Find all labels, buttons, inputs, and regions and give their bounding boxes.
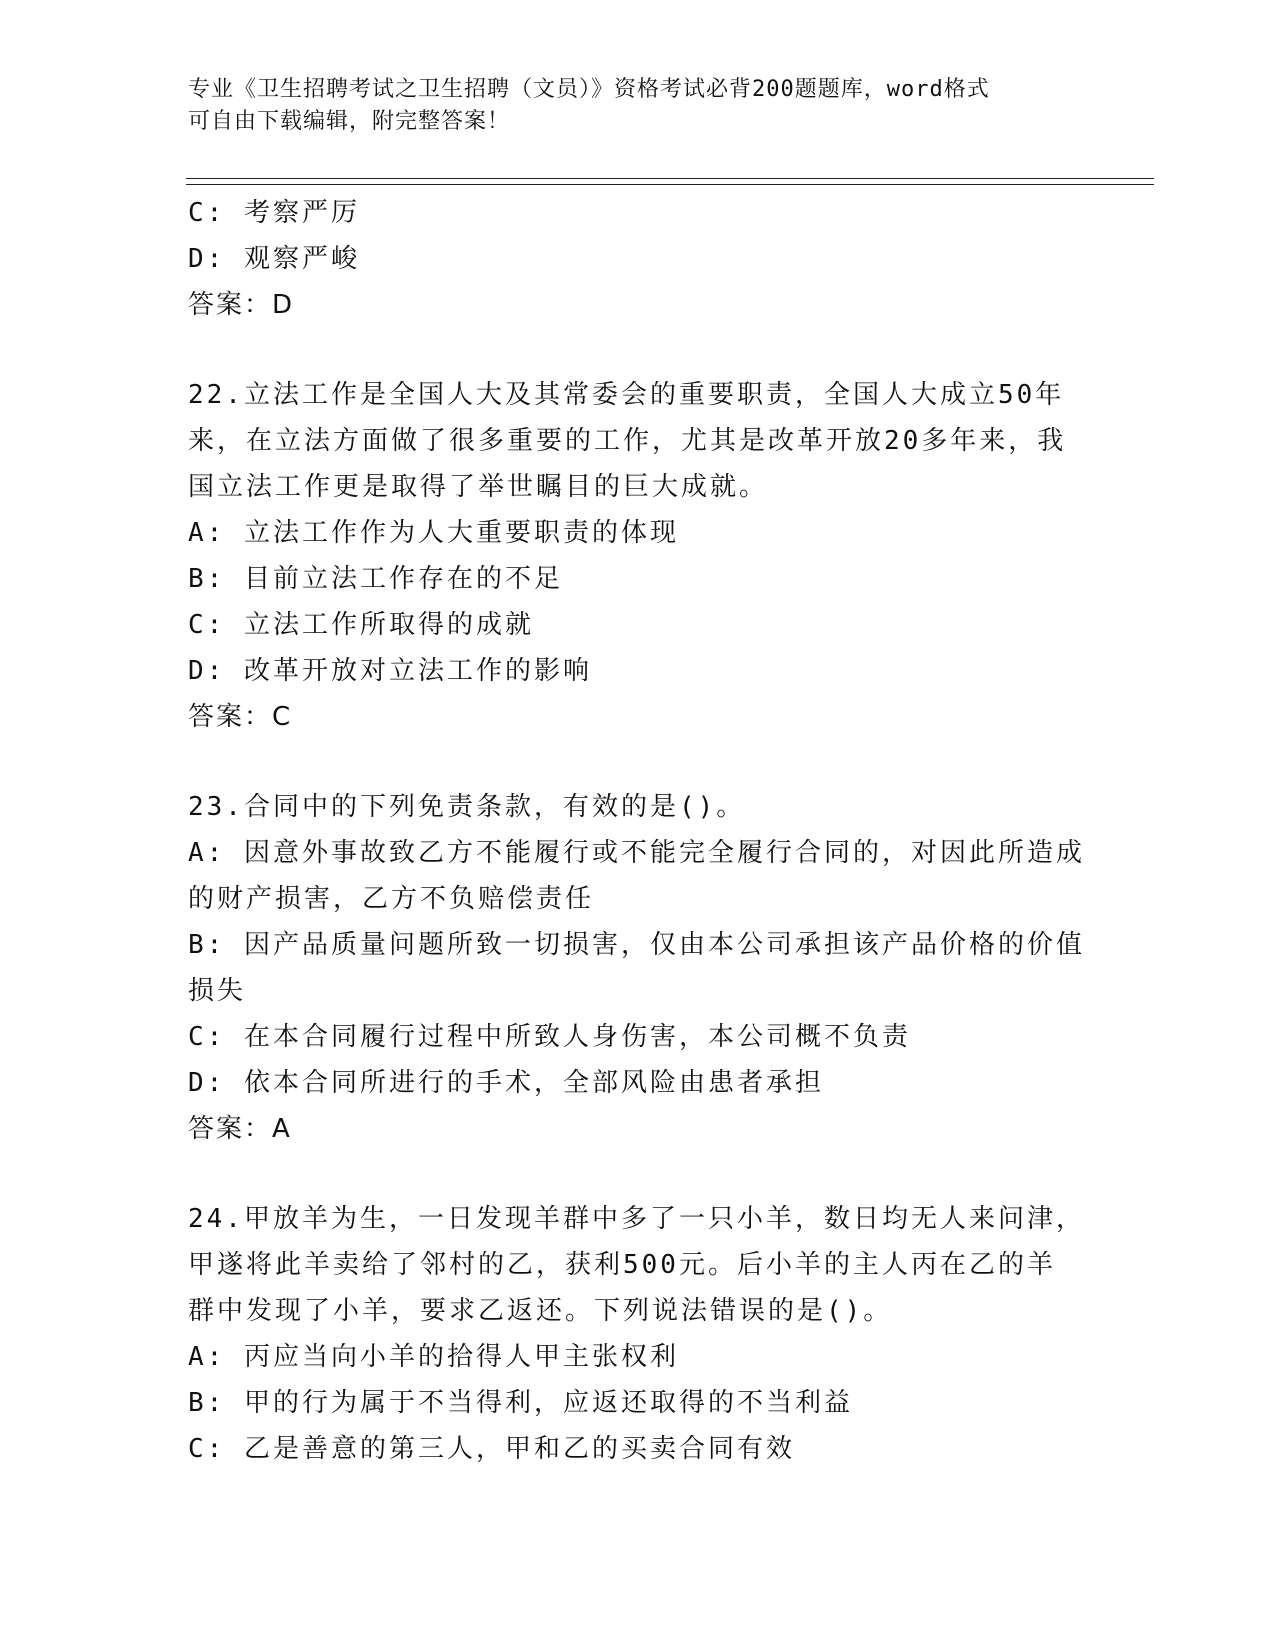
- q23-answer: 答案：A: [188, 1114, 292, 1144]
- q21-option-d: D: 观察严峻: [188, 244, 360, 274]
- q23-stem: 23.合同中的下列免责条款，有效的是()。: [188, 792, 746, 822]
- q23-option-a-line-2: 的财产损害，乙方不负赔偿责任: [188, 884, 595, 914]
- header-line-1: 专业《卫生招聘考试之卫生招聘（文员）》资格考试必背200题题库，word格式: [188, 77, 990, 102]
- q23-option-d: D: 依本合同所进行的手术，全部风险由患者承担: [188, 1068, 824, 1098]
- q24-option-a: A: 丙应当向小羊的拾得人甲主张权利: [188, 1342, 679, 1372]
- q23-option-c: C: 在本合同履行过程中所致人身伤害，本公司概不负责: [188, 1022, 911, 1052]
- q21-option-c: C: 考察严厉: [188, 198, 360, 228]
- q22-option-c: C: 立法工作所取得的成就: [188, 610, 534, 640]
- q21-answer: 答案：D: [188, 290, 295, 320]
- q23-option-b-line-1: B: 因产品质量问题所致一切损害，仅由本公司承担该产品价格的价值: [188, 930, 1085, 960]
- q22-stem-line-3: 国立法工作更是取得了举世瞩目的巨大成就。: [188, 472, 769, 502]
- question-content: [188, 190, 1088, 1472]
- header-line-2: 可自由下载编辑，附完整答案！: [188, 109, 511, 134]
- document-header: [188, 74, 1068, 138]
- q22-answer: 答案：C: [188, 702, 293, 732]
- q24-stem-line-1: 24.甲放羊为生，一日发现羊群中多了一只小羊，数日均无人来问津，: [188, 1204, 1085, 1234]
- q23-option-b-line-2: 损失: [188, 976, 247, 1006]
- q24-stem-line-2: 甲遂将此羊卖给了邻村的乙，获利500元。后小羊的主人丙在乙的羊: [188, 1250, 1056, 1280]
- q22-stem-line-2: 来，在立法方面做了很多重要的工作，尤其是改革开放20多年来，我: [188, 426, 1067, 456]
- q22-stem-line-1: 22.立法工作是全国人大及其常委会的重要职责，全国人大成立50年: [188, 380, 1065, 410]
- q22-option-d: D: 改革开放对立法工作的影响: [188, 656, 592, 686]
- q24-stem-line-3: 群中发现了小羊，要求乙返还。下列说法错误的是()。: [188, 1296, 893, 1326]
- q22-option-a: A: 立法工作作为人大重要职责的体现: [188, 518, 679, 548]
- q24-option-b: B: 甲的行为属于不当得利，应返还取得的不当利益: [188, 1388, 853, 1418]
- header-divider-top: [186, 178, 1154, 179]
- q24-option-c: C: 乙是善意的第三人，甲和乙的买卖合同有效: [188, 1434, 795, 1464]
- q23-option-a-line-1: A: 因意外事故致乙方不能履行或不能完全履行合同的，对因此所造成: [188, 838, 1085, 868]
- q22-option-b: B: 目前立法工作存在的不足: [188, 564, 563, 594]
- header-divider-bottom: [186, 184, 1154, 185]
